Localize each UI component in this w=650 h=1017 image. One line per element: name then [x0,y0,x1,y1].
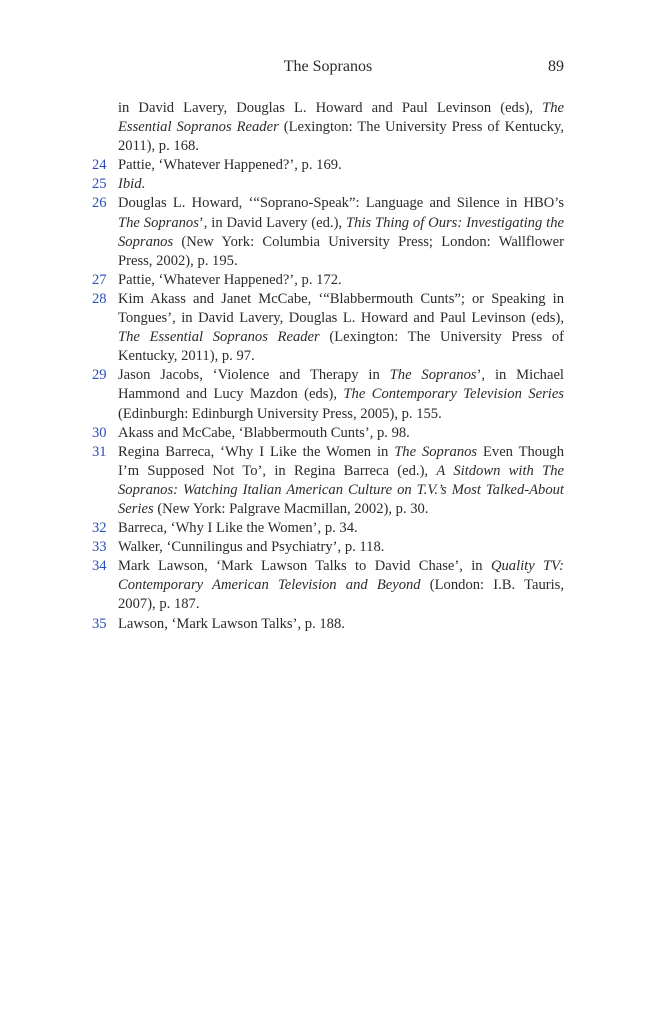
endnote [92,156,564,175]
endnote-number-link[interactable]: 26 [92,195,107,212]
italic-title: Quality TV: Contemporary American Television and Beyond [118,558,564,594]
italic-title: A Sitdown with The Sopranos: Watching Italian American Culture on T.V.’s Most Talked-About Series [118,462,564,517]
endnote [92,424,564,443]
italic-title: The Sopranos [118,214,199,231]
text-run: in David Lavery, Douglas L. Howard and Paul Levinson (eds), [118,100,543,116]
endnote-text [118,195,564,268]
text-run: (New York: Columbia University Press; London: Wallflower Press, 2002), p. 195. [118,233,564,269]
endnote-number-link[interactable]: 31 [92,443,107,460]
endnote-number-link[interactable]: 30 [92,424,107,441]
italic-title: This Thing of Ours: Investigating the Sopranos [118,214,564,250]
endnote-text [118,616,345,632]
text-run: (London: I.B. Tauris, 2007), p. 187. [118,577,564,613]
endnote-number-link[interactable]: 28 [92,290,107,307]
endnote-text [118,367,564,421]
italic-title: The Sopranos [389,367,477,384]
text-run: . [141,176,146,193]
page-number: 89 [548,58,564,75]
endnote-text [118,272,342,288]
endnote-number-link[interactable]: 34 [92,558,107,575]
endnote-text [118,444,564,517]
endnote [92,290,564,366]
endnote [92,271,564,290]
endnote-text [118,100,564,154]
endnote [92,557,564,614]
text-run: Walker, ‘Cunnilingus and Psychiatry’, p. 118. [118,539,385,556]
text-run: Kim Akass and Janet McCabe, ‘“Blabbermouth Cunts”; or Speaking in Tongues’, in David Lavery, Douglas L. Howard and Paul Levinson (eds), [118,290,564,327]
endnote-text [118,558,564,612]
endnote [92,366,564,423]
endnote-text [118,539,384,555]
italic-title: The Contemporary Television Series [343,386,564,403]
text-run: ’, in Michael Hammond and Lucy Mazdon (eds), [118,367,564,403]
endnote-number-link[interactable]: 25 [92,176,107,193]
italic-title: The Sopranos [394,443,478,460]
endnote [92,175,564,194]
text-run: Pattie, ‘Whatever Happened?’, p. 169. [118,157,342,174]
endnote-number-link[interactable]: 32 [92,520,107,537]
endnote-number-link[interactable]: 29 [92,367,107,384]
endnote [92,99,564,156]
running-header [92,58,564,78]
text-run: ’, in David Lavery (ed.), [198,214,346,231]
text-run: Mark Lawson, ‘Mark Lawson Talks to David Chase’, in [118,558,491,575]
running-title: The Sopranos [283,58,373,75]
endnotes-list [92,99,564,634]
endnote-text [118,176,145,192]
italic-title: Ibid [118,176,142,193]
italic-title: The Essential Sopranos Reader [118,329,320,346]
text-run: Barreca, ‘Why I Like the Women’, p. 34. [118,520,358,537]
endnote [92,615,564,634]
text-run: Regina Barreca, ‘Why I Like the Women in [118,443,395,460]
text-run: Akass and McCabe, ‘Blabbermouth Cunts’, p. 98. [118,424,410,441]
text-run: Pattie, ‘Whatever Happened?’, p. 172. [118,271,342,288]
endnote-number-link[interactable]: 35 [92,615,107,632]
text-run: Even Though I’m Supposed Not To’, in Regina Barreca (ed.), [118,443,564,479]
endnote [92,538,564,557]
endnote-number-link[interactable]: 33 [92,539,107,556]
endnote-text [118,425,410,441]
endnote [92,519,564,538]
endnote-text [118,291,564,364]
text-run: Lawson, ‘Mark Lawson Talks’, p. 188. [118,615,345,632]
text-run: (Lexington: The University Press of Kentucky, 2011), p. 97. [118,329,564,365]
endnote [92,194,564,270]
endnote-number-link[interactable]: 27 [92,271,107,288]
text-run: (New York: Palgrave Macmillan, 2002), p. 30. [153,500,429,517]
text-run: Jason Jacobs, ‘Violence and Therapy in [118,367,390,384]
endnote-number-link[interactable]: 24 [92,157,107,174]
text-run: Douglas L. Howard, ‘“Soprano-Speak”: Language and Silence in HBO’s [118,195,564,212]
endnote-text [118,157,342,173]
endnote-text [118,520,358,536]
endnote [92,443,564,519]
text-run: (Edinburgh: Edinburgh University Press, 2005), p. 155. [118,405,442,422]
italic-title: The Essential Sopranos Reader [118,100,564,136]
text-run: (Lexington: The University Press of Kentucky, 2011), p. 168. [118,119,565,155]
